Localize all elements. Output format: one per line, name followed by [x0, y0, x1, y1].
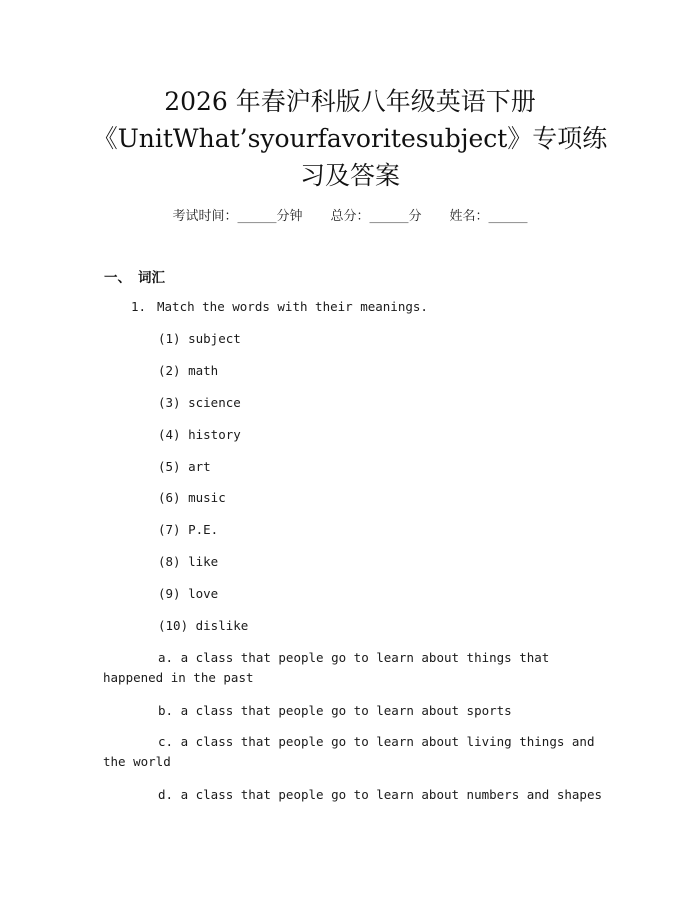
section-number: 一、 — [104, 270, 131, 286]
document-title-line-2: 《UnitWhat’syourfavoritesubject》专项练 — [92, 124, 608, 153]
word-item: (9) love — [158, 586, 219, 601]
question-number: 1. — [131, 299, 147, 314]
word-item: (2) math — [158, 363, 219, 378]
word-item: (6) music — [158, 490, 226, 505]
section-title: 词汇 — [138, 270, 165, 286]
exam-name: 姓名：______ — [449, 209, 528, 224]
word-item: (3) science — [158, 395, 241, 410]
meaning-item: c. a class that people go to learn about living things and the world — [103, 734, 595, 769]
word-item: (4) history — [158, 427, 241, 442]
word-item: (10) dislike — [158, 618, 249, 633]
exam-score: 总分：______分 — [330, 209, 422, 224]
meaning-item: d. a class that people go to learn about numbers and shapes — [158, 787, 603, 802]
meaning-item: b. a class that people go to learn about sports — [158, 703, 512, 718]
section-heading — [104, 266, 165, 286]
question-prompt — [131, 297, 428, 317]
meaning-item: a. a class that people go to learn about things that happened in the past — [103, 650, 550, 685]
word-item: (7) P.E. — [158, 522, 219, 537]
document-title-line-3: 习及答案 — [299, 161, 400, 190]
document-title-line-1: 2026 年春沪科版八年级英语下册 — [164, 87, 536, 116]
question-text: Match the words with their meanings. — [157, 299, 428, 314]
word-item: (1) subject — [158, 331, 241, 346]
exam-time: 考试时间：______分钟 — [172, 209, 303, 224]
word-item: (8) like — [158, 554, 219, 569]
exam-info — [0, 205, 700, 224]
word-item: (5) art — [158, 459, 211, 474]
